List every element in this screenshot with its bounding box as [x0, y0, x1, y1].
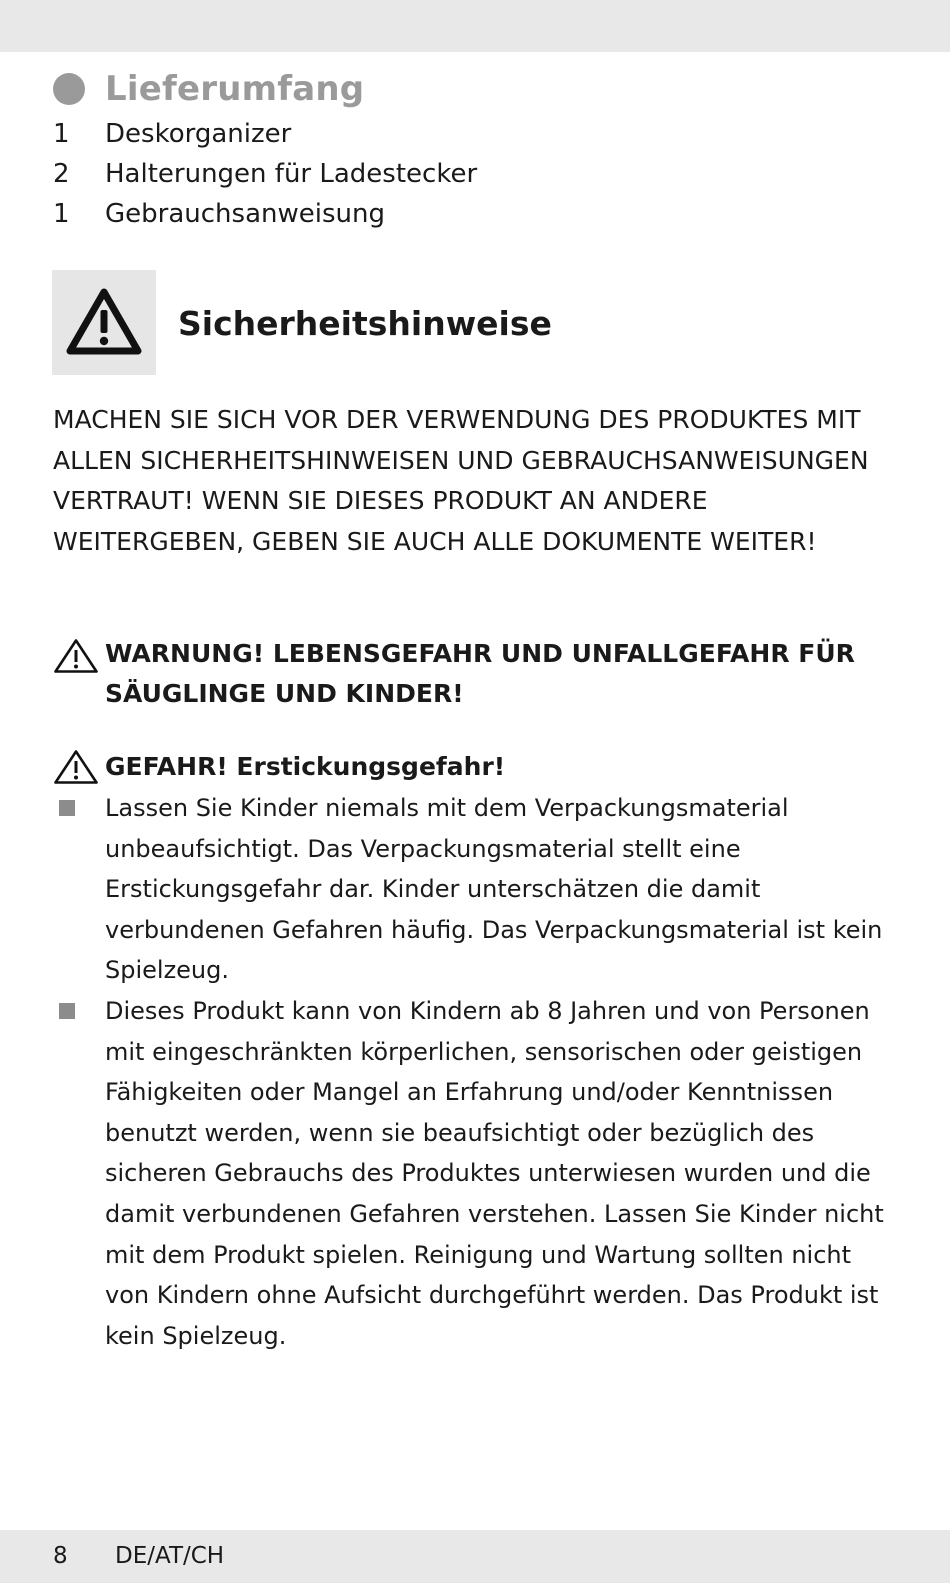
bullet-dot-icon: [53, 73, 85, 105]
danger-text: GEFAHR! Erstickungsgefahr!: [105, 752, 506, 781]
bullet-text: Lassen Sie Kinder niemals mit dem Verpackungsmaterial unbeaufsichtigt. Das Verpackungsmaterial stellt eine Erstickungsgefahr dar. Kinder unterschätzen die damit verbundenen Gefahren häufig. Das Verpackungsmaterial ist kein Spielzeug.: [105, 794, 883, 985]
bullet-square-icon: [59, 800, 75, 816]
warning-text: WARNUNG! LEBENSGEFAHR UND UNFALLGEFAHR FÜR SÄUGLINGE UND KINDER!: [105, 639, 855, 708]
bullet-text: Dieses Produkt kann von Kindern ab 8 Jahren und von Personen mit eingeschränkten körperlichen, sensorischen oder geistigen Fähigkeiten oder Mangel an Erfahrung und/oder Kenntnissen benutzt werden, wenn sie beaufsichtigt oder bezüglich des sicheren Gebrauchs des Produktes unterwiesen wurden und die damit verbundenen Gefahren verstehen. Lassen Sie Kinder nicht mit dem Produkt spielen. Reinigung und Wartung sollten nicht von Kindern ohne Aufsicht durchgeführt werden. Das Produkt ist kein Spielzeug.: [105, 996, 884, 1350]
list-item: [53, 114, 477, 154]
safety-title: Sicherheitshinweise: [178, 304, 552, 343]
bullet-square-icon: [59, 1003, 75, 1019]
page-number: 8: [53, 1543, 68, 1569]
warning-small-icon: [53, 638, 99, 674]
list-item: [53, 154, 477, 194]
warning-block: [53, 634, 893, 714]
list-item: [53, 194, 477, 234]
list-item: [53, 991, 893, 1356]
item-quantity: 1: [53, 119, 70, 149]
list-item: [53, 788, 893, 991]
warning-small-icon: [53, 749, 99, 785]
scope-heading: [53, 66, 364, 112]
scope-list: [53, 114, 477, 234]
footer-languages: DE/AT/CH: [115, 1543, 225, 1569]
item-label: Halterungen für Ladestecker: [105, 159, 478, 189]
item-quantity: 2: [53, 159, 70, 189]
safety-bullets: [53, 788, 893, 1356]
safety-intro: MACHEN SIE SICH VOR DER VERWENDUNG DES PRODUKTES MIT ALLEN SICHERHEITSHINWEISEN UND GEBRAUCHSANWEISUNGEN VERTRAUT! WENN SIE DIESES PRODUKT AN ANDERE WEITERGEBEN, GEBEN SIE AUCH ALLE DOKUMENTE WEITER!: [53, 405, 869, 556]
warning-triangle-icon: [66, 287, 142, 357]
header-band: [0, 0, 950, 52]
safety-icon-box: [52, 270, 156, 375]
item-label: Gebrauchsanweisung: [105, 199, 385, 229]
item-quantity: 1: [53, 199, 70, 229]
danger-heading: [53, 745, 893, 789]
scope-title: Lieferumfang: [105, 69, 365, 109]
item-label: Deskorganizer: [105, 119, 292, 149]
